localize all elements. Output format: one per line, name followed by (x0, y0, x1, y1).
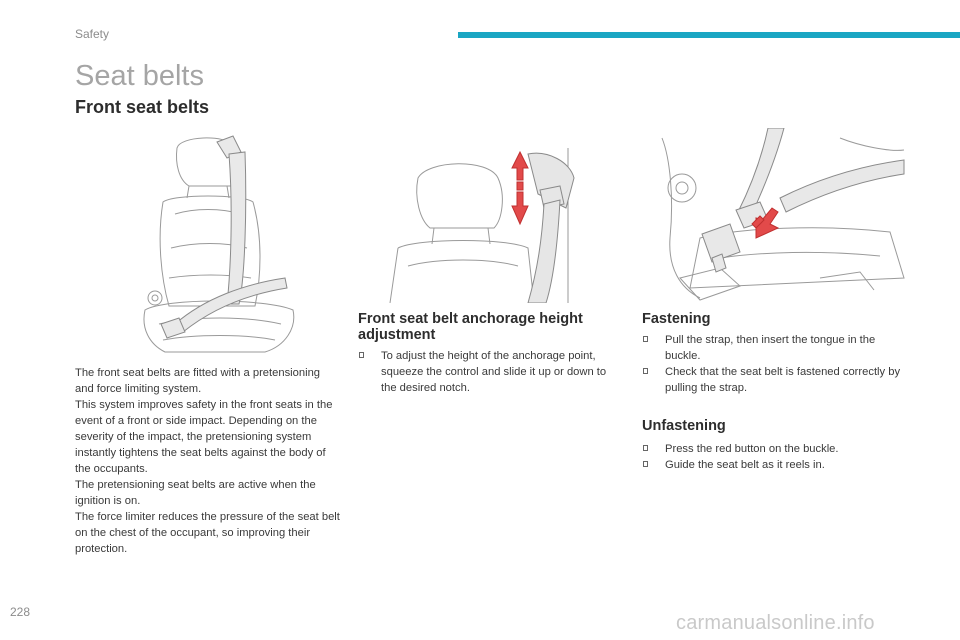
intro-paragraph: This system improves safety in the front seats in the event of a front or side impact. Depending on the severity of the impact, the pretensioning system instantly tightens the seat belts against the body of the occupants. (75, 399, 333, 475)
list-item: To adjust the height of the anchorage point, squeeze the control and slide it up or down to the desired notch. (358, 348, 623, 396)
height-adjustment-list (358, 348, 623, 396)
unfastening-list (642, 441, 904, 473)
section-label: Safety (75, 27, 110, 41)
seat-belt-illustration (135, 128, 305, 360)
page-title: Seat belts (75, 60, 204, 92)
checkbox-bullet-icon (643, 445, 648, 451)
buckle-fastening-illustration (660, 128, 905, 303)
header-accent-rule (458, 32, 960, 38)
list-item: Pull the strap, then insert the tongue in the buckle. (642, 332, 904, 364)
height-adjustment-heading: Front seat belt anchorage height adjustment (358, 311, 583, 343)
page-subtitle: Front seat belts (75, 97, 210, 117)
watermark: carmanualsonline.info (676, 612, 875, 634)
intro-paragraph: The front seat belts are fitted with a pretensioning and force limiting system. (75, 367, 321, 395)
checkbox-bullet-icon (643, 368, 648, 374)
checkbox-bullet-icon (643, 461, 648, 467)
fastening-heading: Fastening (642, 311, 711, 327)
list-item: Guide the seat belt as it reels in. (642, 457, 904, 473)
intro-paragraph: The pretensioning seat belts are active when the ignition is on. (75, 479, 316, 507)
anchorage-height-illustration (378, 148, 578, 303)
unfastening-heading: Unfastening (642, 418, 726, 434)
list-item: Check that the seat belt is fastened correctly by pulling the strap. (642, 364, 904, 396)
intro-paragraph: The force limiter reduces the pressure of the seat belt on the chest of the occupant, so improving their protection. (75, 511, 340, 555)
list-item: Press the red button on the buckle. (642, 441, 904, 457)
intro-text (75, 365, 340, 557)
fastening-list (642, 332, 904, 396)
page-number: 228 (10, 605, 31, 619)
checkbox-bullet-icon (643, 336, 648, 342)
checkbox-bullet-icon (359, 352, 364, 358)
